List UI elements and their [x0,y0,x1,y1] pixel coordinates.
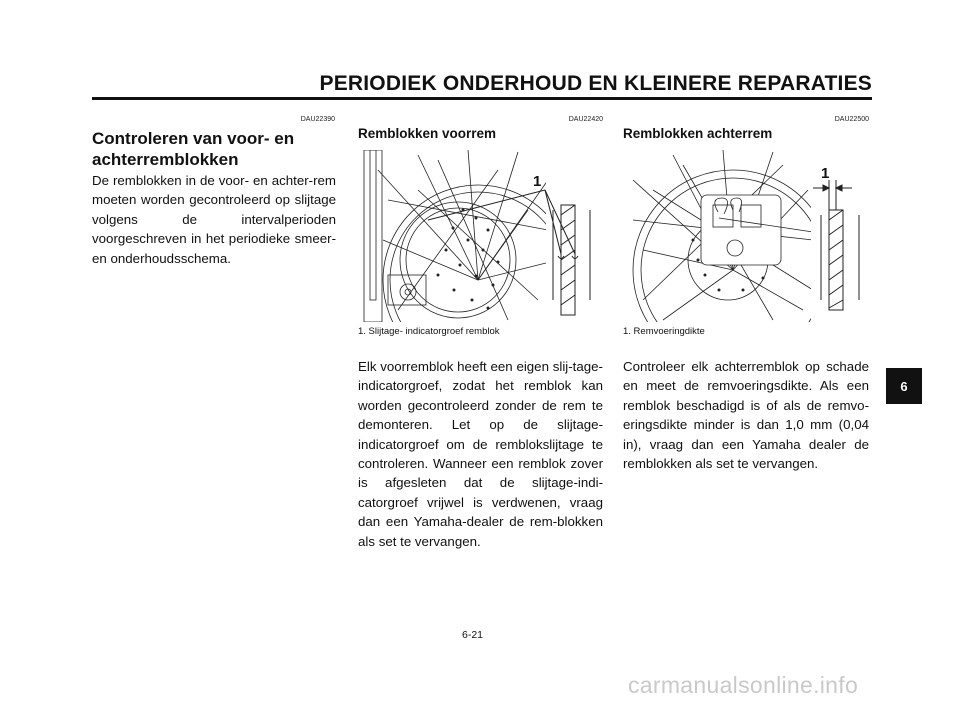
front-brake-illustration [358,150,604,322]
front-figure-label: 1 [533,173,542,190]
front-brake-figure [358,150,604,322]
section-body: De remblokken in de voor- en achter-rem moeten worden gecontroleerd op slijtage volgens de intervalperioden voorgeschreven in het periodieke smeer- en onderhoudsschema. [92,173,336,266]
rear-brake-illustration [623,150,869,322]
section-code: DAU22390 [300,116,335,123]
rear-figure-label: 1 [821,165,830,182]
header-rule [92,97,872,100]
front-figure-caption: 1. Slijtage- indicatorgroef remblok [358,326,500,337]
page-number: 6-21 [462,629,484,641]
rear-figure-caption: 1. Remvoeringdikte [623,326,705,337]
section-title-rear: Remblokken achterrem [623,126,773,141]
rear-body: Controleer elk achterremblok op schade en meet de remvoeringsdikte. Als een remblok beschadigd is of als de remvo-eringsdikte minder is dan 1,0 mm (0,04 in), vraag dan een Yamaha dealer de remblokken als set te vervangen. [623,359,869,472]
section-code-rear: DAU22500 [834,116,869,123]
section-title: Controleren van voor- en achterremblokken [92,129,295,169]
watermark: carmanualsonline.info [628,672,859,698]
section-title-front: Remblokken voorrem [358,126,497,141]
rear-brake-figure [623,150,869,322]
page-header-title: PERIODIEK ONDERHOUD EN KLEINERE REPARATIES [319,72,872,95]
front-body: Elk voorremblok heeft een eigen slij-tage-indicatorgroef, zodat het remblok kan worden gecontroleerd zonder de rem te demonteren. Let op de slijtage-indicatorgroef om de remblokslijtage te controleren. Wanneer een remblok zover is afgesleten dat de slijtage-indi-catorgroef vrijwel is verdwenen, vraag dan een Yamaha-dealer de rem-blokken als set te vervangen. [358,359,603,549]
section-code-front: DAU22420 [568,116,603,123]
chapter-tab: 6 [886,368,922,404]
